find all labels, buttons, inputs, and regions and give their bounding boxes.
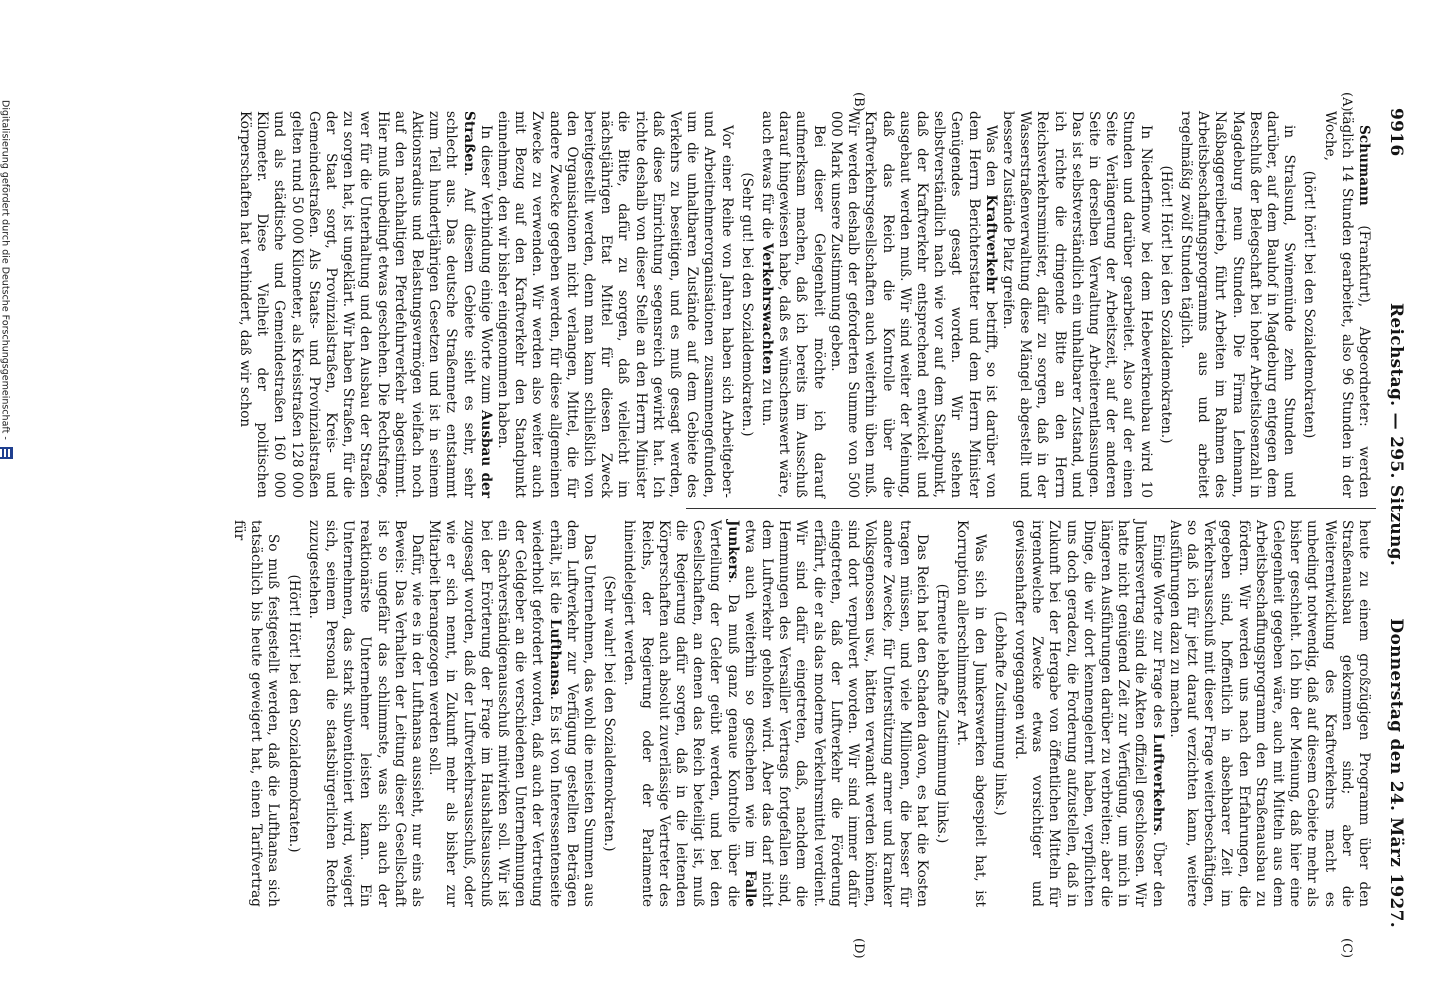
paragraph: [494, 111, 735, 498]
paragraph-text-continued: betrifft, so ist darüber von dem Herrn Berichterstatter und dem Herrn Minister Genügendes gesagt worden. Wir stehen selbstverständlich nach wie vor auf dem Standpunkt, daß der Kraftverkehr entsprechend entwickelt und ausgebaut werden muß. Wir sind weiter der Meinung, daß das Reich die Kontrolle über die Kraftverkehrsgesellschaften auch weiterhin üben muß. Wir werden deshalb der geforderten Summe von 500 000 Mark unsere Zustimmung geben.: [827, 111, 999, 498]
page-number: 9916: [1386, 108, 1406, 157]
paragraph: [230, 520, 282, 907]
paragraph-text: Das Unternehmen, das wohl die meisten Summen aus dem Luftverkehr zur Verfügung gestellten Beträgen erhält, ist die: [546, 520, 598, 907]
paragraph: [305, 520, 425, 907]
remark-text: (Hört! Hört! bei den Sozialdemokraten.): [1157, 165, 1174, 444]
speaker-remark: [933, 520, 950, 907]
left-text-column: [236, 111, 1372, 498]
paragraph-text: (Frankfurt), Abgeordneter: werden täglich 14 Stunden gearbeitet, also 96 Stunden in der Woche,: [1321, 111, 1372, 498]
paragraph-text: So muß festgestellt werden, daß die Lufthansa sich tatsächlich bis heute geweigert hat, einen Tarifvertrag für: [231, 520, 282, 907]
paragraph-text: in Stralsund, Swinemünde zehn Stunden und darüber, auf dem Bauhof in Magdeburg entgegen dem Beschluß der Belegschaft bei hoher Arbeitslosenzahl in Magdeburg neun Stunden. Die Firma Lehmann, Naßbaggereibetrieb, führt Arbeiten im Rahmen des Arbeitsbeschaffungsprogramms aus und arbeitet regelmäßig zwölf Stunden täglich.: [1177, 111, 1298, 498]
paragraph-text-continued: . Auf diesem Gebiete sieht es sehr, sehr schlecht aus. Das deutsche Straßennetz entstammt zum Teil hundertjährigen Gesetzen und ist in seinem Aktionsradius und Belastungsvermögen vielfach noch auf den nachhaltigen Pferdefuhrverkehr abgestimmt. Hier muß unbedingt etwas geschehen. Die Rechtsfrage, wer für die Unterhaltung und den Ausbau der Straßen zu sorgen hat, ist ungeklärt. Wir haben Straßen, für die der Staat sorgt, Provinzialstraßen, Kreis- und Gemeindestraßen. Als Staats- und Provinzialstraßen gelten rund 50 000 Kilometer, als Kreisstraßen 128 000 und als städtische und Gemeindestraßen 160 000 Kilometer. Diese Vielheit der politischen Körperschaften hat verhindert, daß wir schon: [237, 111, 477, 498]
paragraph: [758, 111, 827, 498]
emphasized-term: Luftverkehrs: [1149, 733, 1166, 832]
paragraph-text: In Niederfinow bei dem Hebewerkneubau wird 10 Stunden und darüber gearbeitet. Also auf der einen Seite Verlängerung der Arbeitszeit, auf der anderen Seite in derselben Verwaltung Arbeiterentlassungen. Das ist selbstverständlich ein unhaltbarer Zustand, und ich richte die dringende Bitte an den Herrn Reichsverkehrsminister, dafür zu sorgen, daß in der Wasserstraßenverwaltung diese Mängel abgestellt und bessere Zustände Platz greifen.: [999, 111, 1154, 498]
emphasized-term: Ausbau der Straßen: [460, 111, 494, 498]
emphasized-term: Kraftverkehr: [982, 194, 999, 294]
paragraph: [1011, 520, 1166, 907]
paragraph-text: Einige Worte zur Frage des: [1149, 534, 1166, 734]
session-title: Reichstag. — 295. Sitzung.: [1386, 303, 1406, 567]
column-divider: [686, 508, 1376, 509]
paragraph: [236, 111, 494, 498]
paragraph-text: Was den: [982, 125, 999, 195]
paragraph-text: Bei dieser Gelegenheit möchte ich darauf aufmerksam machen, daß ich bereits im Ausschuß darauf hingewiesen habe, daß es wünschenswert wäre, auch etwas für die: [759, 111, 827, 498]
footer-text: Digitalisierung gefördert durch die Deutsche Forschungsgemeinschaft -: [0, 100, 11, 440]
paragraph-text: heute zu einem großzügigen Programm über den Straßenausbau gekommen sind; aber die Weiterentwicklung des Kraftverkehrs macht es unbedingt notwendig, daß auf diesem Gebiete mehr als bisher geschieht. Ich bin der Meinung, daß hier eine Gelegenheit gegeben wäre, auch mit Mitteln aus dem Arbeitsbeschaffungsprogramm den Straßenausbau zu fördern. Wir werden uns nach den Erfahrungen, die gegeben sind, hoffentlich in absehbarer Zeit im Verkehrsausschuß mit dieser Frage weiterbeschäftigen, so daß ich für jetzt darauf verzichten kann, weitere Ausführungen dazu zu machen.: [1166, 520, 1372, 907]
paragraph-text-continued: . Über den Junkersvertrag sind die Akten offiziell geschlossen. Wir hatte nicht genügend Zeit zur Verfügung, um mich in längeren Ausführungen darüber zu verbreiten; aber die Dinge, die wir dort kennengelernt haben, verpflichten uns doch geradezu, die Forderung aufzustellen, daß in Zukunft bei der Hergabe von öffentlichen Mitteln für irgendwelche Zwecke etwas vorsichtiger und gewissenhafter vorgegangen wird.: [1011, 520, 1166, 907]
remark-text: (Erneute lebhafte Zustimmung links.): [934, 583, 951, 844]
paragraph: [425, 520, 597, 907]
paragraph-text-continued: . Da muß ganz genaue Kontrolle über die Verteilung der Gelder geübt werden, und bei den Gesellschaften, an denen das Reich beteiligt ist, muß die Regierung dafür sorgen, daß in die leitenden Körperschaften auch absolut zuverlässige Vertreter des Reichs, der Regierung oder der Parlamente hineindelegiert werden.: [621, 520, 741, 907]
right-text-column: [230, 520, 1372, 907]
margin-mark-d: (D): [851, 938, 866, 959]
margin-mark-b: (B): [851, 92, 866, 112]
paragraph-text: Das Reich hat den Schaden davon, es hat die Kosten tragen müssen, und viele Millionen, die besser für andere Zwecke, für Unterstützung armer und kranker Volksgenossen usw., hätten verwandt werden können, sind dort verpulvert worden. Wir sind immer dafür eingetreten, daß der Luftverkehr die Förderung erfährt, die er als das moderne Verkehrsmittel verdient. Wir sind dafür eingetreten, daß, nachdem die Hemmungen des Versailler Vertrags fortgefallen sind, dem Luftverkehr geholfen wird. Aber das darf nicht etwa auch weiterhin so geschehen wie im: [741, 520, 930, 907]
paragraph: [1166, 520, 1372, 907]
speaker-name: Schumann: [1356, 125, 1372, 206]
emphasized-term: Falle Junkers: [724, 520, 758, 907]
emphasized-term: Verkehrswachten: [759, 243, 776, 375]
session-date: Donnerstag den 24. März 1927.: [1386, 618, 1406, 928]
paragraph: [620, 520, 930, 907]
speaker-remark: [284, 520, 301, 907]
paragraph: [1177, 111, 1297, 498]
remark-text: (Sehr gut! bei den Sozialdemokraten.): [738, 172, 755, 437]
margin-mark-a: (A): [1339, 92, 1354, 112]
dfg-logo-icon: [0, 447, 13, 459]
digitization-footer: [0, 100, 13, 459]
margin-mark-c: (C): [1339, 938, 1354, 959]
paragraph-text-continued: zu tun.: [759, 374, 776, 427]
speaker-remark: [991, 520, 1008, 907]
paragraph-text: Dafür, wie es in der Lufthansa aussieht, nur eins als Beweis: Das Verhalten der Leitung dieser Gesellschaft ist so ungefähr das schlimmste, was sich auch der reaktionärste Unternehmer leisten kann. Ein Unternehmen, das stark subventioniert wird, weigert sich, seinem Personal die staatsbürgerlichen Rechte zuzugestehen.: [305, 520, 426, 907]
page-header: [1380, 108, 1406, 928]
speaker-remark: [1157, 111, 1174, 498]
paragraph: [999, 111, 1154, 498]
paragraph-text-continued: . Es ist von Interessentenseite wiederholt gefordert worden, daß auch der Vertretung der Geldgeber an die verschiedenen Unternehmungen ein Sachverständigenausschuß mitwirken soll. Wir ist bei der Erörterung der Frage im Haushaltsausschuß zugesagt worden, daß der Luftverkehrsausschuß, oder wie er sich nennt, in Zukunft mehr als bisher zur Mitarbeit herangezogen werden soll.: [426, 520, 563, 907]
speaker-remark: [600, 520, 617, 907]
remark-text: (Hört! Hört! bei den Sozialdemokraten.): [285, 574, 302, 853]
paragraph-text: In dieser Verbindung einige Worte zum: [477, 125, 494, 410]
paragraph: [827, 111, 999, 498]
emphasized-term: Lufthansa: [546, 618, 563, 696]
paragraph: [953, 520, 987, 907]
remark-text: (Sehr wahr! bei den Sozialdemokraten.): [601, 575, 618, 852]
paragraph-text: Was sich in den Junkerswerken abgespielt hat, ist Korruption allerschlimmster Art.: [954, 520, 988, 907]
remark-text: (Lebhafte Zustimmung links.): [991, 611, 1008, 816]
speaker-remark: [1300, 111, 1317, 498]
paragraph-text: Vor einer Reihe von Jahren haben sich Arbeitgeber- und Arbeitnehmerorganisationen zusammengefunden, um die unhaltbaren Zustände auf dem Gebiete des Verkehrs zu beseitigen, und es muß gesagt werden, daß diese Einrichtung segensreich gewirkt hat. Ich richte deshalb von dieser Stelle an den Herrn Minister die Bitte, dafür zu sorgen, daß vielleicht im nächstjährigen Etat Mittel für diesen Zweck bereitgestellt werden, denn man kann schließlich von den Organisationen nicht verlangen, Mittel, die für andere Zwecke gegeben werden, für diese allgemeinen Zwecke zu verwenden. Wir werden also weiter auch mit Bezug auf den Kraftverkehr den Standpunkt einnehmen, den wir bisher eingenommen haben.: [495, 111, 735, 498]
paragraph: [1320, 111, 1372, 498]
remark-text: (hört! hört! bei den Sozialdemokraten): [1301, 170, 1318, 439]
speaker-remark: [738, 111, 755, 498]
